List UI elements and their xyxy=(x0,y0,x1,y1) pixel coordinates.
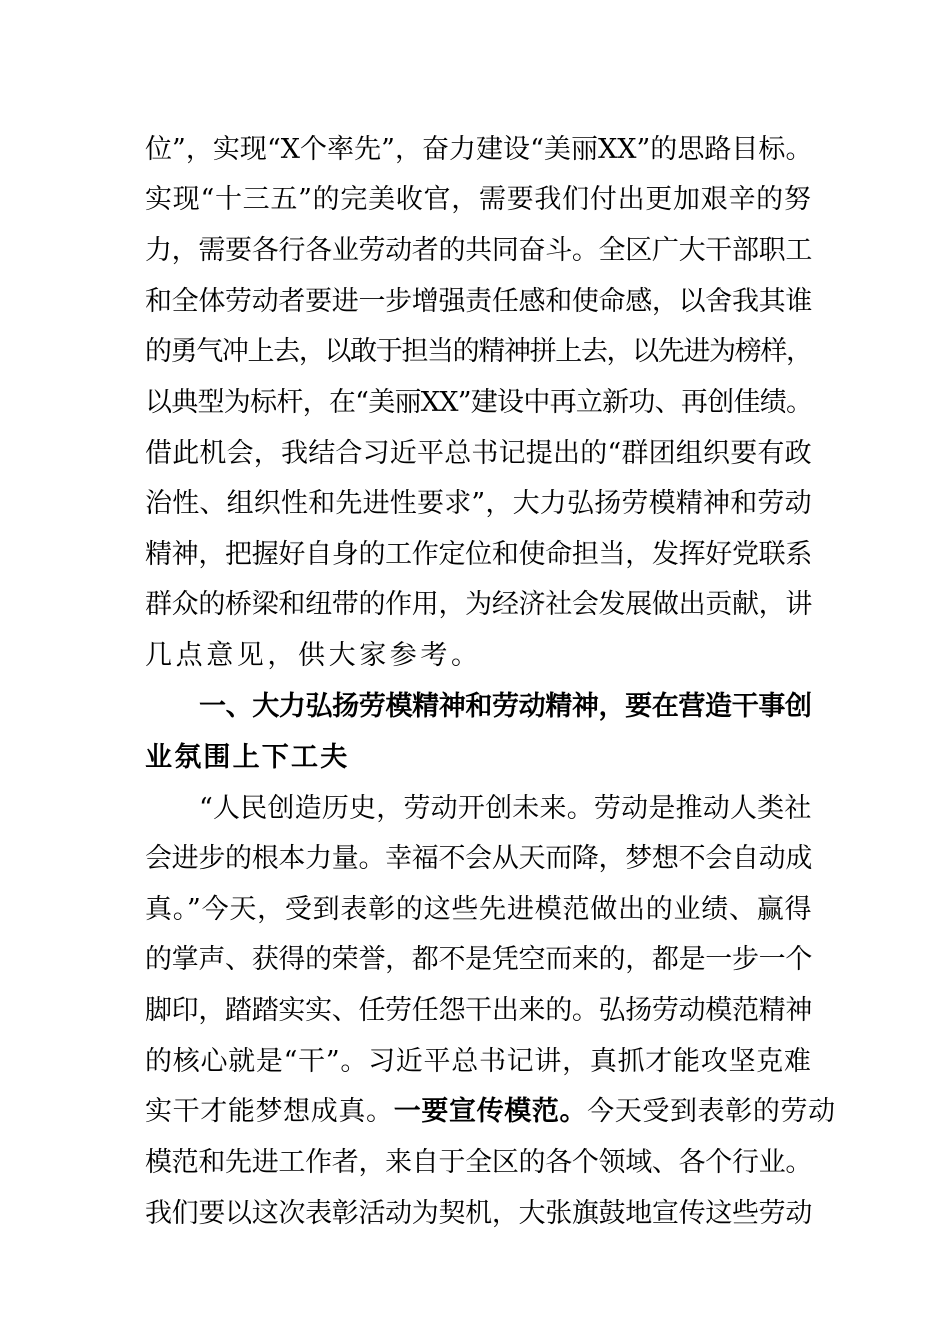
section-heading: 一、大力弘扬劳模精神和劳动精神，要在营造干事创 xyxy=(199,691,812,722)
paragraph-line: 我们要以这次表彰活动为契机，大张旗鼓地宣传这些劳动 xyxy=(145,1198,812,1229)
paragraph-line xyxy=(145,1095,836,1129)
emphasis-text: 一要宣传模范。 xyxy=(393,1096,588,1127)
paragraph-line: 几点意见，供大家参考。 xyxy=(145,640,482,671)
paragraph-line: 群众的桥梁和纽带的作用，为经济社会发展做出贡献，讲 xyxy=(145,589,812,620)
paragraph-line: 以典型为标杆，在“美丽XX”建设中再立新功、再创佳绩。 xyxy=(145,387,813,418)
paragraph-line: 力，需要各行各业劳动者的共同奋斗。全区广大干部职工 xyxy=(145,235,812,266)
paragraph-line: 实现“十三五”的完美收官，需要我们付出更加艰辛的努 xyxy=(145,184,812,215)
line-text: 实干才能梦想成真。 xyxy=(145,1096,394,1127)
paragraph-line: 模范和先进工作者，来自于全区的各个领域、各个行业。 xyxy=(145,1147,812,1178)
section-heading: 业氛围上下工夫 xyxy=(145,742,350,773)
paragraph-line: 脚印，踏踏实实、任劳任怨干出来的。弘扬劳动模范精神 xyxy=(145,995,812,1026)
paragraph-line: 借此机会，我结合习近平总书记提出的“群团组织要有政 xyxy=(145,438,812,469)
paragraph-line: “人民创造历史，劳动开创未来。劳动是推动人类社 xyxy=(199,793,812,824)
paragraph-line: 的勇气冲上去，以敢于担当的精神拼上去，以先进为榜样， xyxy=(145,336,812,367)
paragraph-line: 位”，实现“X个率先”，奋力建设“美丽XX”的思路目标。 xyxy=(145,134,813,165)
paragraph-line: 治性、组织性和先进性要求”，大力弘扬劳模精神和劳动 xyxy=(145,488,812,519)
paragraph-line: 精神，把握好自身的工作定位和使命担当，发挥好党联系 xyxy=(145,539,812,570)
paragraph-line: 真。”今天，受到表彰的这些先进模范做出的业绩、赢得 xyxy=(145,894,813,925)
paragraph-line: 会进步的根本力量。幸福不会从天而降，梦想不会自动成 xyxy=(145,843,812,874)
paragraph-line: 和全体劳动者要进一步增强责任感和使命感，以舍我其谁 xyxy=(145,286,812,317)
line-text: 今天受到表彰的劳动 xyxy=(587,1096,836,1127)
paragraph-line: 的掌声、获得的荣誉，都不是凭空而来的，都是一步一个 xyxy=(145,944,812,975)
paragraph-line: 的核心就是“干”。习近平总书记讲，真抓才能攻坚克难 xyxy=(145,1046,812,1077)
